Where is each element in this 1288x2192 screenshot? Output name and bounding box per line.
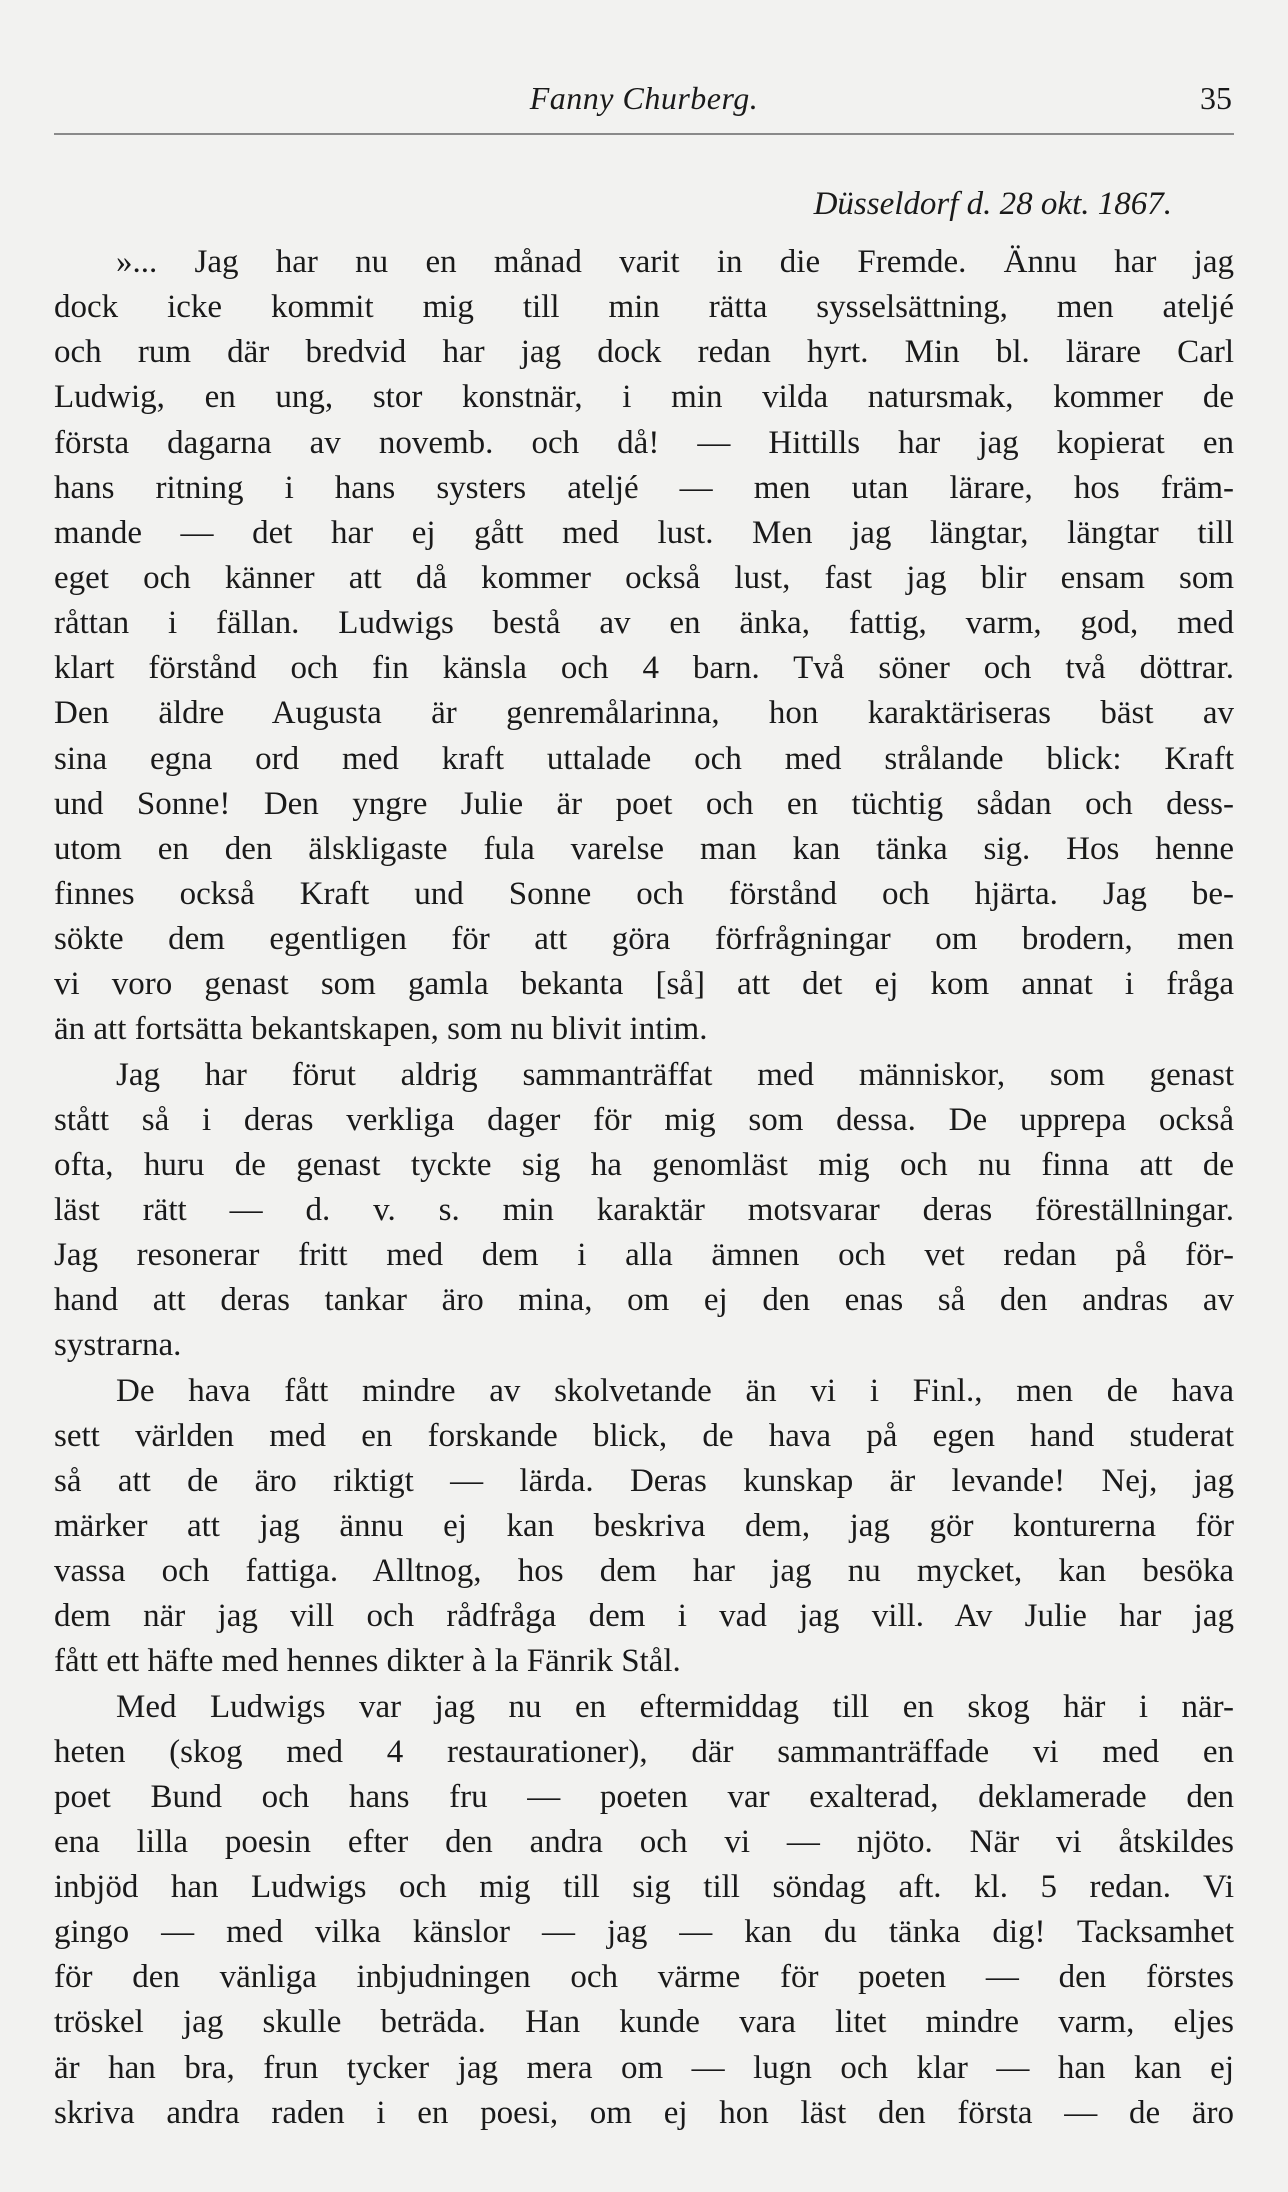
text-line: und Sonne! Den yngre Julie är poet och en tüchtig sådan och dess-	[54, 785, 1234, 822]
text-line: första dagarna av novemb. och då! — Hittills har jag kopierat en	[54, 424, 1234, 461]
text-line: och rum där bredvid har jag dock redan hyrt. Min bl. lärare Carl	[54, 334, 1234, 371]
text-line: finnes också Kraft und Sonne och förstånd och hjärta. Jag be-	[54, 875, 1234, 912]
text-line: Ludwig, en ung, stor konstnär, i min vilda natursmak, kommer de	[54, 379, 1234, 416]
text-line: Jag resonerar fritt med dem i alla ämnen och vet redan på för-	[54, 1237, 1234, 1274]
page-number: 35	[1200, 80, 1232, 116]
text-line: råttan i fällan. Ludwigs bestå av en änka, fattig, varm, god, med	[54, 605, 1234, 642]
text-line: hans ritning i hans systers ateljé — men utan lärare, hos främ-	[54, 469, 1234, 506]
text-line: mande — det har ej gått med lust. Men jag längtar, längtar till	[54, 514, 1234, 551]
text-line: ofta, huru de genast tyckte sig ha genomläst mig och nu finna att de	[54, 1146, 1234, 1183]
text-line: utom en den älskligaste fula varelse man kan tänka sig. Hos henne	[54, 830, 1234, 867]
text-line: stått så i deras verkliga dager för mig som dessa. De upprepa också	[54, 1101, 1234, 1138]
text-line: ena lilla poesin efter den andra och vi — njöto. När vi åtskildes	[54, 1823, 1234, 1860]
text-line: märker att jag ännu ej kan beskriva dem, jag gör konturerna för	[54, 1507, 1234, 1544]
text-line: än att fortsätta bekantskapen, som nu blivit intim.	[54, 1011, 708, 1048]
page-header	[54, 76, 1234, 128]
text-line: heten (skog med 4 restaurationer), där sammanträffade vi med en	[54, 1733, 1234, 1770]
text-line: sina egna ord med kraft uttalade och med strålande blick: Kraft	[54, 740, 1234, 777]
text-line: läst rätt — d. v. s. min karaktär motsvarar deras föreställningar.	[54, 1191, 1234, 1228]
text-line: vassa och fattiga. Alltnog, hos dem har jag nu mycket, kan besöka	[54, 1553, 1234, 1590]
text-line: sett världen med en forskande blick, de hava på egen hand studerat	[54, 1417, 1234, 1454]
running-title: Fanny Churberg.	[529, 80, 759, 116]
text-line: dock icke kommit mig till min rätta sysselsättning, men ateljé	[54, 289, 1234, 326]
text-line: Den äldre Augusta är genremålarinna, hon karaktäriseras bäst av	[54, 695, 1234, 732]
text-line: hand att deras tankar äro mina, om ej den enas så den andras av	[54, 1282, 1234, 1319]
text-line: poet Bund och hans fru — poeten var exalterad, deklamerade den	[54, 1778, 1234, 1815]
text-line: tröskel jag skulle beträda. Han kunde vara litet mindre varm, eljes	[54, 2004, 1234, 2041]
text-line: De hava fått mindre av skolvetande än vi i Finl., men de hava	[116, 1372, 1234, 1409]
letter-dateline: Düsseldorf d. 28 okt. 1867.	[813, 186, 1172, 222]
text-line: dem när jag vill och rådfråga dem i vad jag vill. Av Julie har jag	[54, 1598, 1234, 1635]
letter-body	[54, 240, 1234, 2136]
text-line: Jag har förut aldrig sammanträffat med människor, som genast	[116, 1056, 1234, 1093]
text-line: fått ett häfte med hennes dikter à la Fänrik Stål.	[54, 1643, 681, 1680]
text-line: eget och känner att då kommer också lust, fast jag blir ensam som	[54, 559, 1234, 596]
text-line: så att de äro riktigt — lärda. Deras kunskap är levande! Nej, jag	[54, 1462, 1234, 1499]
text-line: inbjöd han Ludwigs och mig till sig till söndag aft. kl. 5 redan. Vi	[54, 1869, 1234, 1906]
text-line: gingo — med vilka känslor — jag — kan du tänka dig! Tacksamhet	[54, 1914, 1234, 1951]
text-line: skriva andra raden i en poesi, om ej hon läst den första — de äro	[54, 2094, 1234, 2131]
header-rule	[54, 133, 1234, 135]
text-line: »... Jag har nu en månad varit in die Fremde. Ännu har jag	[116, 244, 1234, 280]
text-line: för den vänliga inbjudningen och värme för poeten — den förstes	[54, 1959, 1234, 1996]
text-line: systrarna.	[54, 1327, 182, 1364]
text-line: Med Ludwigs var jag nu en eftermiddag till en skog här i när-	[116, 1688, 1234, 1725]
text-line: är han bra, frun tycker jag mera om — lugn och klar — han kan ej	[54, 2049, 1234, 2086]
text-line: vi voro genast som gamla bekanta [så] att det ej kom annat i fråga	[54, 966, 1234, 1003]
text-line: klart förstånd och fin känsla och 4 barn. Två söner och två döttrar.	[54, 650, 1234, 687]
text-line: sökte dem egentligen för att göra förfrågningar om brodern, men	[54, 921, 1234, 958]
